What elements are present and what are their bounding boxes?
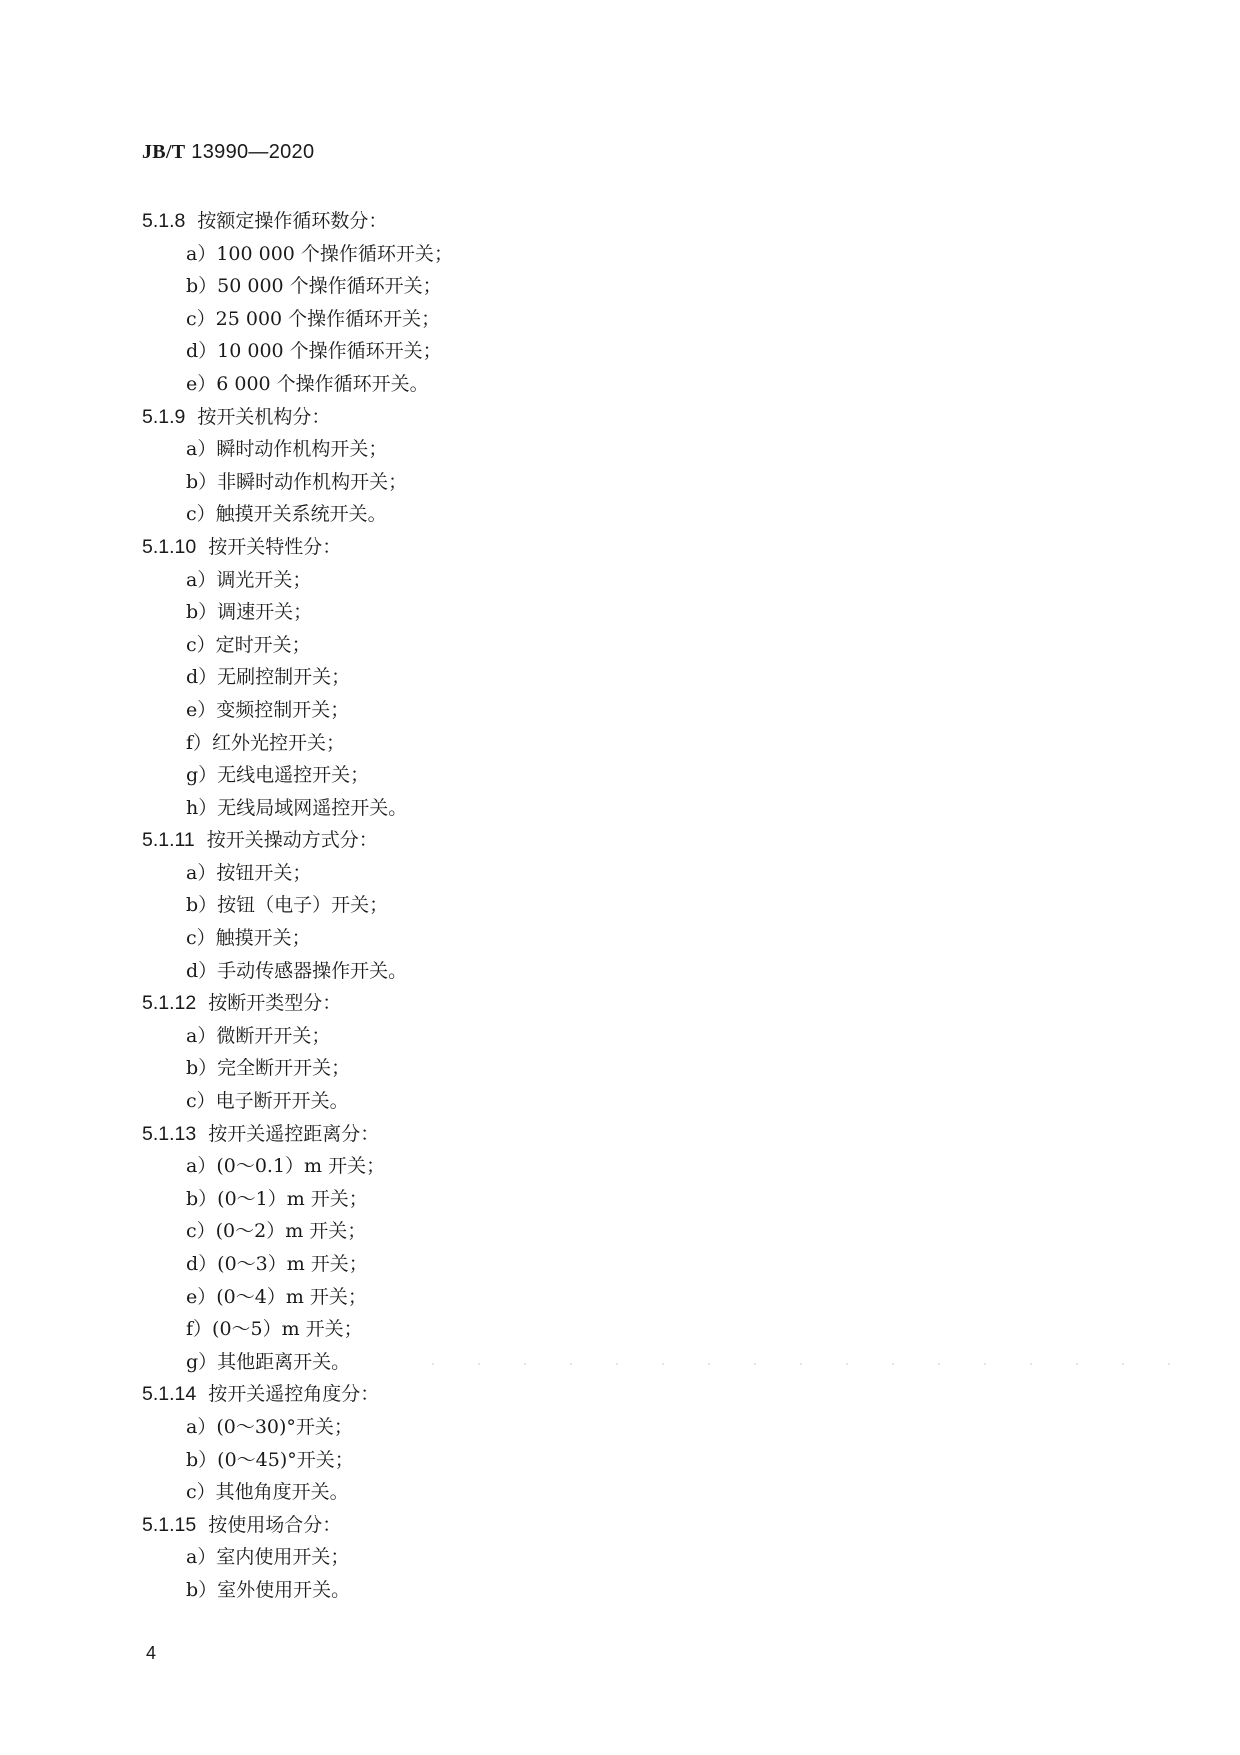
clause-list: [142, 205, 1142, 1607]
clause-heading: [142, 1509, 1142, 1542]
clause-heading: [142, 987, 1142, 1020]
list-item: e）变频控制开关；: [186, 698, 350, 721]
clause-number: 5.1.10: [142, 535, 197, 558]
clause-number: 5.1.12: [142, 992, 197, 1015]
clause-heading: [142, 401, 1142, 434]
list-item: h）无线局域网遥控开关。: [186, 796, 408, 819]
list-item: a）(0～0.1）m 开关；: [186, 1155, 386, 1178]
clause-title: 按额定操作循环数分：: [197, 210, 388, 232]
list-item: d）无刷控制开关；: [186, 666, 351, 689]
list-item: a）瞬时动作机构开关；: [186, 438, 388, 461]
list-item: f）红外光控开关；: [186, 731, 346, 754]
list-item: c）25 000 个操作循环开关；: [186, 307, 441, 330]
list-item: a）微断开开关；: [186, 1024, 331, 1047]
list-item: b）按钮（电子）开关；: [186, 894, 389, 917]
list-item: d）手动传感器操作开关。: [186, 959, 408, 982]
list-item: b）(0～45)°开关；: [186, 1448, 354, 1471]
list-item: c）(0～2）m 开关；: [186, 1220, 367, 1243]
list-item: b）(0～1）m 开关；: [186, 1187, 368, 1210]
clause-title: 按开关机构分：: [197, 405, 331, 428]
list-item: c）触摸开关；: [186, 927, 311, 950]
clause-number: 5.1.9: [142, 405, 186, 428]
list-item: b）非瞬时动作机构开关；: [186, 470, 408, 493]
list-item: d）10 000 个操作循环开关；: [186, 340, 442, 363]
clause-heading: [142, 1378, 1142, 1411]
list-item: b）完全断开开关；: [186, 1057, 351, 1080]
list-item: a）室内使用开关；: [186, 1546, 350, 1569]
clause-heading: [142, 1118, 1142, 1151]
clause-title: 按开关特性分：: [208, 535, 342, 558]
standard-designation: [142, 141, 314, 164]
list-item: a）按钮开关；: [186, 861, 312, 884]
clause-title: 按断开类型分：: [208, 992, 342, 1015]
list-item: c）其他角度开关。: [186, 1481, 349, 1504]
page-number: 4: [146, 1643, 157, 1663]
clause-title: 按开关操动方式分：: [206, 829, 378, 852]
clause-number: 5.1.8: [142, 210, 186, 232]
list-item: b）调速开关；: [186, 601, 313, 624]
clause-heading: [142, 531, 1142, 564]
list-item: b）50 000 个操作循环开关；: [186, 275, 442, 298]
list-item: a）100 000 个操作循环开关；: [186, 242, 453, 265]
list-item: e）6 000 个操作循环开关。: [186, 372, 429, 395]
list-item: a）调光开关；: [186, 568, 312, 591]
clause-number: 5.1.13: [142, 1122, 197, 1145]
clause-title: 按开关遥控角度分：: [208, 1383, 380, 1406]
clause-heading: [142, 205, 1142, 238]
standard-number: 13990—2020: [191, 141, 315, 163]
scan-noise: [410, 1362, 1210, 1366]
clause-heading: [142, 824, 1142, 857]
standard-prefix: JB/T: [142, 141, 186, 163]
clause-title: 按使用场合分：: [208, 1513, 342, 1536]
list-item: a）(0～30)°开关；: [186, 1415, 353, 1438]
list-item: c）定时开关；: [186, 633, 311, 656]
list-item: f）(0～5）m 开关；: [186, 1318, 363, 1341]
list-item: g）其他距离开关。: [186, 1350, 351, 1373]
list-item: c）电子断开开关。: [186, 1090, 349, 1113]
list-item: c）触摸开关系统开关。: [186, 503, 387, 526]
clause-number: 5.1.15: [142, 1513, 197, 1536]
list-item: g）无线电遥控开关；: [186, 764, 370, 787]
list-item: e）(0～4）m 开关；: [186, 1285, 367, 1308]
clause-number: 5.1.14: [142, 1383, 197, 1406]
list-item: d）(0～3）m 开关；: [186, 1253, 368, 1275]
clause-number: 5.1.11: [142, 829, 195, 852]
list-item: b）室外使用开关。: [186, 1578, 351, 1601]
clause-title: 按开关遥控距离分：: [208, 1122, 380, 1145]
